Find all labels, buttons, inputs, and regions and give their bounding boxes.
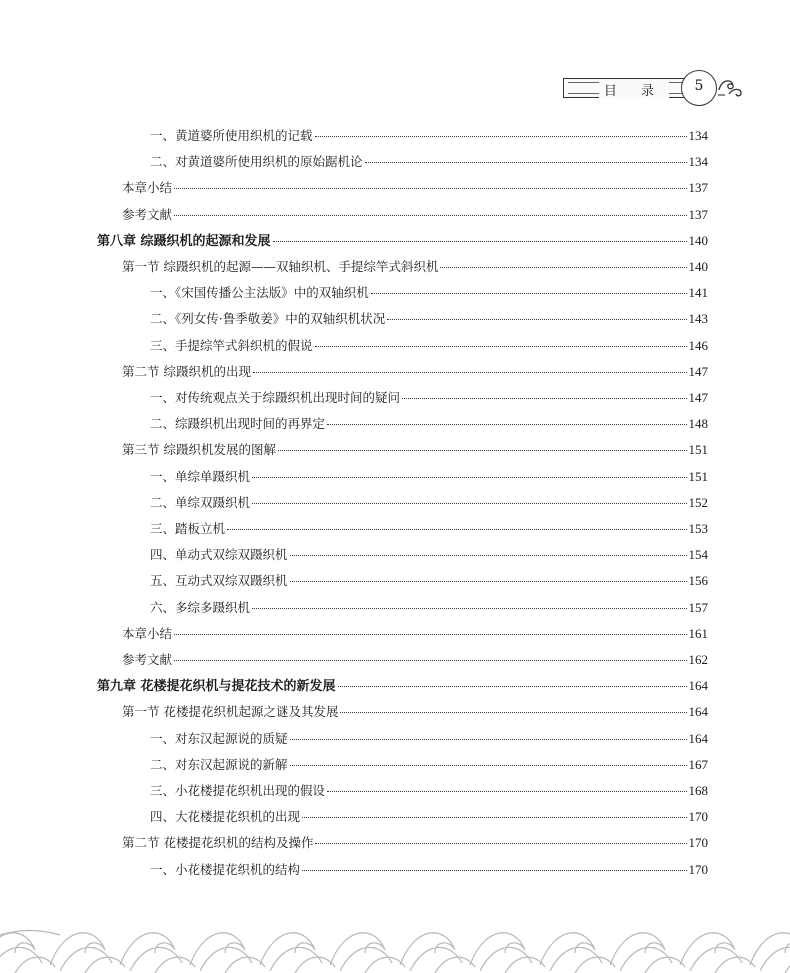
toc-entry-page: 170 <box>688 861 708 877</box>
toc-entry[interactable] <box>150 311 708 327</box>
dot-leader <box>290 765 687 766</box>
toc-entry-page: 143 <box>688 311 708 327</box>
toc-entry[interactable] <box>150 757 708 773</box>
dot-leader <box>387 319 686 320</box>
toc-entry-page: 137 <box>688 180 708 196</box>
dot-leader <box>252 503 686 504</box>
toc-entry-title: 四、大花楼提花织机的出现 <box>150 809 301 825</box>
toc-chapter-entry[interactable] <box>97 233 708 250</box>
dot-leader <box>174 660 686 661</box>
toc-entry-page: 167 <box>688 756 708 772</box>
toc-entry-title: 一、黄道婆所使用织机的记载 <box>150 128 313 143</box>
wave-pattern-footer <box>0 905 790 973</box>
toc-entry-page: 170 <box>688 835 708 851</box>
toc-entry-title: 本章小结 <box>122 180 173 196</box>
toc-entry-title: 第一节 花楼提花织机起源之谜及其发展 <box>122 704 339 720</box>
toc-entry-page: 140 <box>688 232 708 248</box>
toc-entry-title: 二、对东汉起源说的新解 <box>150 756 288 772</box>
toc-entry[interactable] <box>150 600 708 616</box>
dot-leader <box>440 267 686 268</box>
dot-leader <box>302 817 686 818</box>
toc-entry-page: 170 <box>688 809 708 825</box>
toc-entry-page: 134 <box>688 128 708 143</box>
toc-entry-page: 151 <box>688 442 708 458</box>
toc-entry-page: 164 <box>688 678 708 694</box>
dot-leader <box>278 450 687 451</box>
toc-entry[interactable] <box>150 521 708 537</box>
dot-leader <box>253 372 687 373</box>
dot-leader <box>365 162 687 163</box>
dot-leader <box>371 293 687 294</box>
toc-entry-page: 134 <box>688 154 708 170</box>
toc-section-entry[interactable] <box>122 704 708 720</box>
toc-entry[interactable] <box>122 652 708 668</box>
toc-entry[interactable] <box>122 207 708 223</box>
toc-entry-page: 157 <box>688 599 708 615</box>
dot-leader <box>315 136 687 137</box>
toc-entry[interactable] <box>122 626 708 642</box>
toc-entry-page: 152 <box>688 494 708 510</box>
dot-leader <box>290 739 687 740</box>
toc-section-entry[interactable] <box>122 442 708 458</box>
toc-chapter-entry[interactable] <box>97 678 708 695</box>
dot-leader <box>252 608 686 609</box>
dot-leader <box>327 424 686 425</box>
toc-entry-title: 六、多综多蹑织机 <box>150 599 251 615</box>
dot-leader <box>327 791 686 792</box>
toc-entry-page: 146 <box>688 337 708 353</box>
toc-entry-page: 164 <box>688 704 708 720</box>
toc-entry-page: 148 <box>688 416 708 432</box>
toc-entry-title: 三、小花楼提花织机出现的假设 <box>150 783 326 798</box>
toc-entry-page: 156 <box>688 573 708 589</box>
dot-leader <box>252 477 686 478</box>
toc-entry-title: 二、综蹑织机出现时间的再界定 <box>150 416 326 432</box>
toc-entry-page: 151 <box>688 468 708 484</box>
toc-entry-title: 第三节 综蹑织机发展的图解 <box>122 442 276 458</box>
toc-entry-page: 154 <box>688 547 708 563</box>
toc-entry[interactable] <box>150 285 708 301</box>
toc-entry-title: 一、对传统观点关于综蹑织机出现时间的疑问 <box>150 390 401 405</box>
dot-leader <box>315 843 686 844</box>
dot-leader <box>290 581 687 582</box>
toc-entry-title: 本章小结 <box>122 625 173 641</box>
toc-entry-title: 第二节 综蹑织机的出现 <box>122 363 251 379</box>
toc-entry-title: 第一节 综蹑织机的起源——双轴织机、手提综竿式斜织机 <box>122 259 439 274</box>
toc-entry-page: 161 <box>688 625 708 641</box>
toc-entry-title: 一、单综单蹑织机 <box>150 468 251 484</box>
dot-leader <box>227 529 686 530</box>
toc-entry-page: 140 <box>688 259 708 274</box>
toc-entry[interactable] <box>150 495 708 511</box>
toc-section-entry[interactable] <box>122 364 708 380</box>
toc-entry-title: 二、单综双蹑织机 <box>150 494 251 510</box>
dot-leader <box>174 188 686 189</box>
dot-leader <box>174 634 686 635</box>
dot-leader <box>174 215 686 216</box>
toc-entry-title: 第八章 综蹑织机的起源和发展 <box>97 233 271 249</box>
toc-entry-title: 二、对黄道婆所使用织机的原始踞机论 <box>150 154 363 170</box>
toc-entry-title: 第二节 花楼提花织机的结构及操作 <box>122 835 314 851</box>
toc-entry[interactable] <box>150 783 708 799</box>
toc-entry-title: 一、小花楼提花织机的结构 <box>150 861 301 877</box>
toc-entry[interactable] <box>122 180 708 196</box>
toc-entry[interactable] <box>150 469 708 485</box>
toc-entry-title: 参考文献 <box>122 652 173 667</box>
toc-entry-page: 147 <box>688 363 708 379</box>
toc-entry[interactable] <box>150 390 708 406</box>
toc-entry[interactable] <box>150 547 708 563</box>
toc-entry-title: 一、《宋国传播公主法版》中的双轴织机 <box>150 285 369 301</box>
toc-entry-page: 137 <box>688 206 708 222</box>
toc-entry[interactable] <box>150 154 708 170</box>
toc-entry[interactable] <box>150 862 708 878</box>
toc-entry-page: 141 <box>688 285 708 301</box>
dot-leader <box>315 346 687 347</box>
toc-entry-page: 153 <box>688 521 708 536</box>
toc-entry-title: 参考文献 <box>122 206 173 222</box>
toc-entry-title: 二、《列女传·鲁季敬姜》中的双轴织机状况 <box>150 311 386 327</box>
toc-entry[interactable] <box>150 338 708 354</box>
toc-entry[interactable] <box>150 809 708 825</box>
toc-entry[interactable] <box>150 416 708 432</box>
toc-entry-title: 第九章 花楼提花织机与提花技术的新发展 <box>97 679 336 695</box>
toc-entry-title: 三、手提综竿式斜织机的假说 <box>150 337 313 353</box>
toc-entry-page: 147 <box>688 390 708 405</box>
page-number: 5 <box>694 78 704 94</box>
toc-entry-page: 164 <box>688 730 708 746</box>
toc-entry[interactable] <box>150 128 708 144</box>
toc-entry-title: 一、对东汉起源说的质疑 <box>150 730 288 746</box>
toc-entry-page: 162 <box>688 652 708 667</box>
toc-entry[interactable] <box>150 573 708 589</box>
dot-leader <box>402 398 686 399</box>
toc-entry-page: 168 <box>688 783 708 798</box>
toc-section-entry[interactable] <box>122 259 708 275</box>
toc-section-entry[interactable] <box>122 835 708 851</box>
dot-leader <box>273 241 687 242</box>
toc-entry-title: 三、踏板立机 <box>150 521 226 536</box>
toc-entry[interactable] <box>150 731 708 747</box>
section-title: 目 录 <box>599 80 669 99</box>
toc-entry-title: 四、单动式双综双蹑织机 <box>150 547 288 563</box>
dot-leader <box>290 555 687 556</box>
toc-entry-title: 五、互动式双综双蹑织机 <box>150 573 288 589</box>
dot-leader <box>340 712 686 713</box>
dot-leader <box>338 686 687 687</box>
dot-leader <box>302 870 686 871</box>
